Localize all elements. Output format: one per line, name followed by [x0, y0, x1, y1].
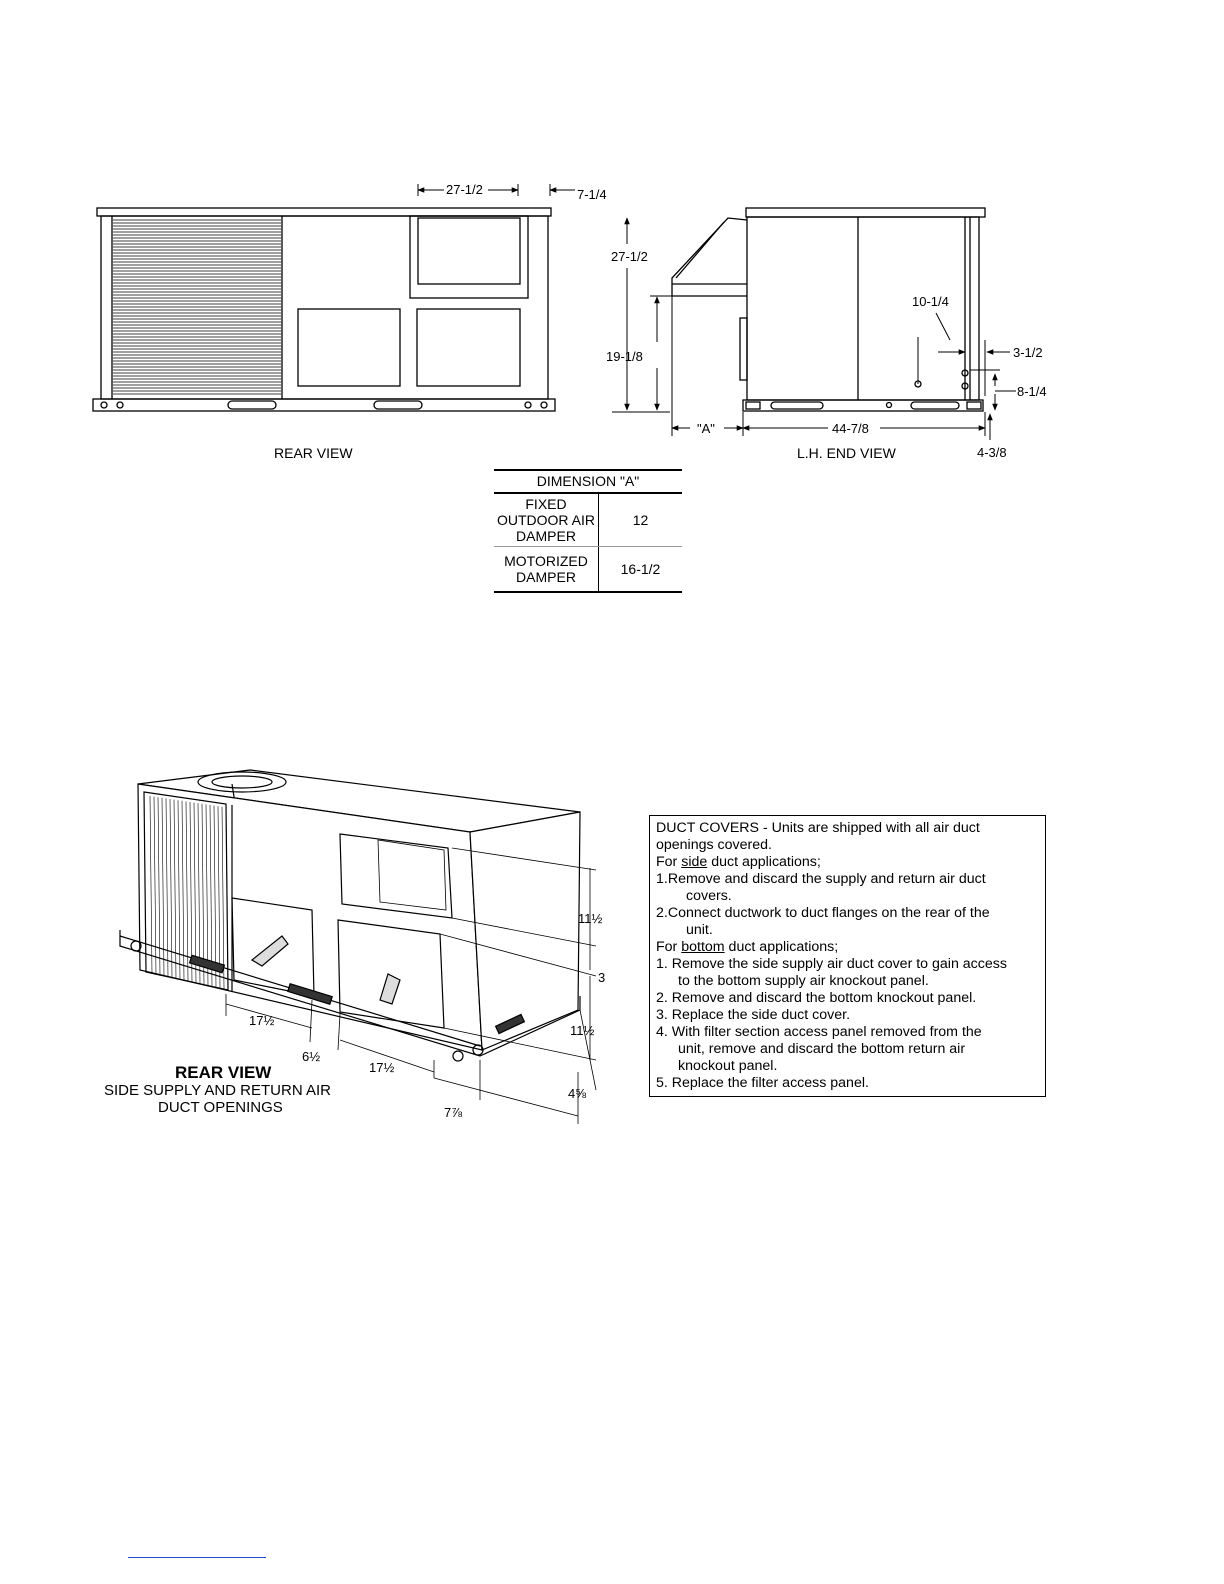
row-label-motorized: MOTORIZED DAMPER	[494, 547, 599, 593]
note-line: 4. With filter section access panel removed from the	[656, 1024, 982, 1040]
iso-subtitle-1: SIDE SUPPLY AND RETURN AIR	[104, 1082, 332, 1099]
note-line: unit.	[686, 922, 713, 938]
dim-side-10: 10-1/4	[912, 294, 949, 309]
dim-base-4: 4-3/8	[977, 445, 1007, 460]
note-line: to the bottom supply air knockout panel.	[678, 973, 929, 989]
dim-width-44: 44-7/8	[832, 421, 869, 436]
dimension-a-table	[494, 469, 682, 593]
dim-height-total: 27-1/2	[611, 249, 648, 264]
dim-top-offset: 7-1/4	[577, 187, 607, 202]
dim-top-width: 27-1/2	[446, 182, 483, 197]
footer-rule	[128, 1557, 266, 1558]
iso-dim-8: 7⅞	[444, 1105, 463, 1120]
note-line: DUCT COVERS - Units are shipped with all air duct	[656, 820, 980, 836]
note-line: openings covered.	[656, 837, 772, 853]
iso-dim-6: 17½	[369, 1060, 395, 1075]
row-label-fixed: FIXED OUTDOOR AIR DAMPER	[494, 493, 599, 547]
dimension-table-header: DIMENSION "A"	[494, 470, 682, 493]
note-line: 3. Replace the side duct cover.	[656, 1007, 851, 1023]
end-view-unit	[672, 208, 985, 411]
iso-dim-1: 11½	[578, 911, 603, 926]
note-line: covers.	[686, 888, 732, 904]
iso-dim-5: 6½	[302, 1049, 321, 1064]
rear-and-end-view-drawing	[0, 0, 1224, 470]
row-value-fixed: 12	[599, 493, 683, 547]
duct-covers-notes	[649, 815, 1046, 1097]
dim-side-3: 3-1/2	[1013, 345, 1043, 360]
iso-title: REAR VIEW	[175, 1063, 272, 1082]
note-line: 2.Connect ductwork to duct flanges on the rear of the	[656, 905, 990, 921]
note-line: 2. Remove and discard the bottom knockout panel.	[656, 990, 977, 1006]
note-line: For side duct applications;	[656, 854, 821, 870]
dim-side-8: 8-1/4	[1017, 384, 1047, 399]
note-line: For bottom duct applications;	[656, 939, 839, 955]
iso-dim-7: 4⅝	[568, 1086, 587, 1101]
height-dimension-lines	[612, 218, 672, 412]
note-line: knockout panel.	[678, 1058, 778, 1074]
rear-view-unit	[93, 208, 555, 411]
note-line: 1. Remove the side supply air duct cover to gain access	[656, 956, 1007, 972]
dim-a: "A"	[697, 421, 715, 436]
rear-view-label: REAR VIEW	[274, 445, 353, 461]
note-line: 1.Remove and discard the supply and return air duct	[656, 871, 986, 887]
note-line: 5. Replace the filter access panel.	[656, 1075, 869, 1091]
table-row	[494, 493, 682, 547]
table-row	[494, 547, 682, 593]
iso-dim-3: 11½	[570, 1023, 595, 1038]
note-line: unit, remove and discard the bottom return air	[678, 1041, 966, 1057]
condenser-coil-louvers	[113, 220, 281, 394]
iso-dim-4: 17½	[249, 1013, 275, 1028]
row-value-motorized: 16-1/2	[599, 547, 683, 593]
iso-dim-2: 3	[598, 970, 606, 985]
end-view-label: L.H. END VIEW	[797, 445, 896, 461]
iso-subtitle-2: DUCT OPENINGS	[158, 1099, 283, 1116]
top-dimension-lines	[418, 184, 575, 196]
dim-height-lower: 19-1/8	[606, 349, 643, 364]
